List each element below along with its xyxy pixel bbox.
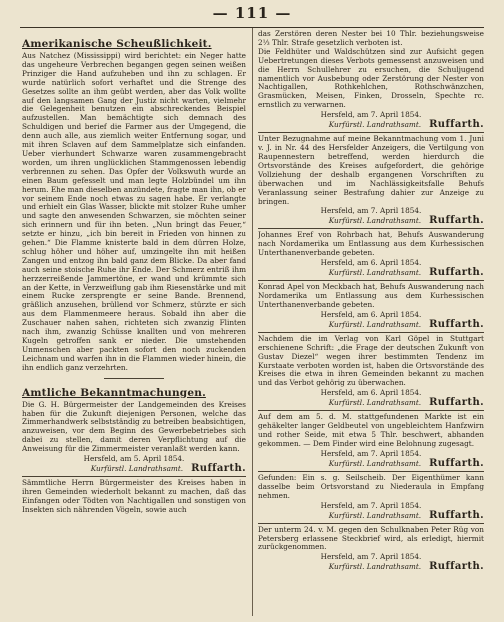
page-number: — 111 — [212,4,292,22]
notice-signature [258,320,484,329]
office-label: Kurfürstl. Landrathsamt. [328,216,422,226]
office-label: Kurfürstl. Landrathsamt. [328,398,422,408]
office-label: Kurfürstl. Landrathsamt. [328,510,422,520]
notice-signature [258,562,484,571]
signer-name: Ruffarth. [191,463,246,475]
notice-date: Hersfeld, am 5. April 1854. [83,454,185,464]
continued-text: das Zerstören deren Nester bei 10 Thlr. beziehungsweise 2⅓ Thlr. Strafe gesetzlich verboten ist. [258,30,484,47]
notice-text: Die G. H. Bürgermeister der Landgemeinden des Kreises haben für die Zukunft diejenigen Personen, welche das Zimmerhandwerk selbstständig zu betreiben beabsichtigen, anzuweisen, vor dem Beginn des Gewerbebetriebes sich dabei zu stellen, damit deren Verpflichtung auf die Anweisung für die Zimmermeister veranlaßt werden kann. [22,399,246,454]
notice-date: Hersfeld, am 7. April 1854. [320,206,422,216]
column-divider [252,28,253,616]
notice-separator [258,471,484,472]
notice-text: Gefunden: Ein s. g. Seilscheib. Der Eigenthümer kann dasselbe beim Ortsvorstand zu Niederaula in Empfang nehmen. [258,472,484,500]
notice-date: Hersfeld, am 6. April 1854. [320,258,422,268]
notice-date: Hersfeld, am 7. April 1854. [320,552,422,562]
notice-text: Auf dem am 5. d. M. stattgefundenen Markte ist ein gehäkelter langer Geldbeutel von ungebleichtem Hanfzwirn und rother Seide, mit etwa 5 Thlr. beschwert, abhanden gekommen. — Dem Finder wird eine Belohnung zugesagt. [258,412,484,448]
notice-date: Hersfeld, am 7. April 1854. [320,448,422,458]
office-label: Kurfürstl. Landrathsamt. [328,120,422,130]
signer-name: Ruffarth. [429,509,484,521]
notice-separator [258,410,484,411]
notice-separator [258,228,484,229]
office-label: Kurfürstl. Landrathsamt. [328,562,422,572]
notice-separator [258,332,484,333]
notice-text: Der unterm 24. v. M. gegen den Schulknaben Peter Rüg von Petersberg erlassene Steckbrief wird, als erledigt, hiermit zurückgenommen. [258,524,484,552]
notice-signature [22,464,246,473]
notice-separator [258,523,484,524]
notice-text: Johannes Eref von Rohrbach hat, Behufs Auswanderung nach Nordamerika um Entlassung aus dem Kurhessischen Unterthanenverbande gebeten. [258,230,484,258]
signer-name: Ruffarth. [429,267,484,279]
notice-date: Hersfeld, am 6. April 1854. [320,309,422,319]
notice-separator [22,476,246,477]
notice-separator [258,280,484,281]
section-separator [104,378,164,379]
headline-amtliche: Amtliche Bekanntmachungen. [22,386,206,399]
notice-text: Unter Bezugnahme auf meine Bekanntmachung vom 1. Juni v. J. in Nr. 44 des Hersfelder Anzeigers, die Vertilgung von Raupennestern betreffend, werden hierdurch die Ortsvorstände des Kreises aufgefordert, die gehörige Vollziehung der deshalb ergangenen Vorschriften zu überwachen und im Nachlässigkeitsfalle Behufs Veranlassung seiner Bestrafung dahier zur Anzeige zu bringen. [258,134,484,206]
office-label: Kurfürstl. Landrathsamt. [328,319,422,329]
notice-signature [258,459,484,468]
office-label: Kurfürstl. Landrathsamt. [90,464,184,474]
signer-name: Ruffarth. [429,318,484,330]
notice-text: Sämmtliche Herrn Bürgermeister des Kreises haben in ihren Gemeinden wiederholt bekannt zu machen, daß das Einfangen oder Tödten von Nachtigallen und sonstigen von Insekten sich nährenden Vögeln, sowie auch [22,478,246,514]
notice-date: Hersfeld, am 7. April 1854. [320,500,422,510]
signer-name: Ruffarth. [429,561,484,573]
signer-name: Ruffarth. [429,457,484,469]
notice-signature [258,120,484,129]
left-column [22,30,246,616]
notice-signature [258,511,484,520]
signer-name: Ruffarth. [429,397,484,409]
signer-name: Ruffarth. [429,119,484,131]
notice-date: Hersfeld, am 6. April 1854. [320,388,422,398]
office-label: Kurfürstl. Landrathsamt. [328,458,422,468]
story-text: Aus Natchez (Mississippi) wird berichtet: ein Neger hatte das ungeheure Verbrechen begangen gegen seinen weißen Prinziger die Hand aufzuheben und ihn zu schlagen. Er wurde natürlich sofort verhaftet und die Strenge des Gesetzes sollte an ihm geübt werden, aber das Volk wollte auf den langsamen Gang der Justiz nicht warten, vielmehr die Gelegenheit benutzen ein abschreckendes Beispiel aufzustellen. Man bemächtigte sich demnach des Schuldigen und berief die Farmer aus der Umgegend, die denn auch alle, aus ziemlich weiter Entfernung sogar, und mit ihren Sclaven auf dem Sammelplatze sich einfanden. Ueber vierhundert Schwarze waren zusammengebracht worden, um ihren unglücklichen Stammgenossen lebendig verbrennen zu sehen. Das Opfer der Volkswuth wurde an einen Baum gefesselt und man legte Holzbündel um ihn herum. Ehe man dieselben anzündete, fragte man ihn, ob er vor seinem Ende noch etwas zu sagen habe. Er verlangte und erhielt ein Glas Wasser, blickte mit stolzer Ruhe umher und sagte den anwesenden Schwarzen, sie möchten seiner sich erinnern und für ihn beten. „Nun bringt das Feuer,“ setzte er hinzu, „ich bin bereit in Frieden von hinnen zu gehen.“ Die Flamme knisterte bald in dem dürren Holze, schlug höher und höher auf, umzingelte ihn mit heißen Zangen und entzog ihn bald ganz dem Blicke. Da aber fand auch seine stoische Ruhe ihr Ende. Der Schmerz entriß ihm herzzerreißende Jammertöne, er wand und krümmte sich an der Kette, in Verzweiflung gab ihm Riesenstärke und mit einem Rucke zersprengte er seine Bande. Brennend, gräßlich anzusehen, brüllend vor Schmerz, stürzte er sich aus dem Flammenmeere heraus. Sobald ihn aber die Zuschauer nahen sahen, richteten sich zwanzig Flinten nach ihm, zwanzig Schüsse knallten und von mehreren Kugeln getroffen sank er nieder. Die umstehenden Unmenschen aber packten sofort den noch zuckenden Leichnam und warfen ihn in die Flammen wieder hinein, die ihn endlich ganz verzehrten. [22,51,246,372]
notice-signature [258,398,484,407]
notice-date: Hersfeld, am 7. April 1854. [320,110,422,120]
notice-separator [258,132,484,133]
notice-text: Konrad Apel von Meckbach hat, Behufs Auswanderung nach Nordamerika um Entlassung aus dem Kurhessischen Unterthanenverbande gebeten. [258,282,484,309]
notice-signature [258,216,484,225]
right-column [258,30,484,616]
notice-text: Die Feldhüter und Waldschützen sind zur Aufsicht gegen Uebertretungen dieses Verbots gemessenst anzuweisen und die Herrn Schullehrer zu ersuchen, die Schuljugend namentlich vor Ausbebung oder Zerstörung der Nester von Nachtigallen, Rothkehlchen, Rothschwänzchen, Grasmücken, Meisen, Finken, Drosseln, Spechte rc. ernstlich zu verwarnen. [258,46,484,110]
notice-signature [258,268,484,277]
office-label: Kurfürstl. Landrathsamt. [328,268,422,278]
headline-amerikanische: Amerikanische Scheußlichkeit. [22,38,212,50]
notice-text: Nachdem die im Verlag von Karl Göpel in Stuttgart erschienene Schrift: „die Frage der deutschen Zukunft von Gustav Diezel“ wegen ihrer bestimmten Tendenz im Kurstaate verboten worden ist, haben die Ortsvorstände des Kreises die etwa in ihren Gemeinden bekannt zu machen und das Verbot gehörig zu überwachen. [258,333,484,388]
signer-name: Ruffarth. [429,215,484,227]
